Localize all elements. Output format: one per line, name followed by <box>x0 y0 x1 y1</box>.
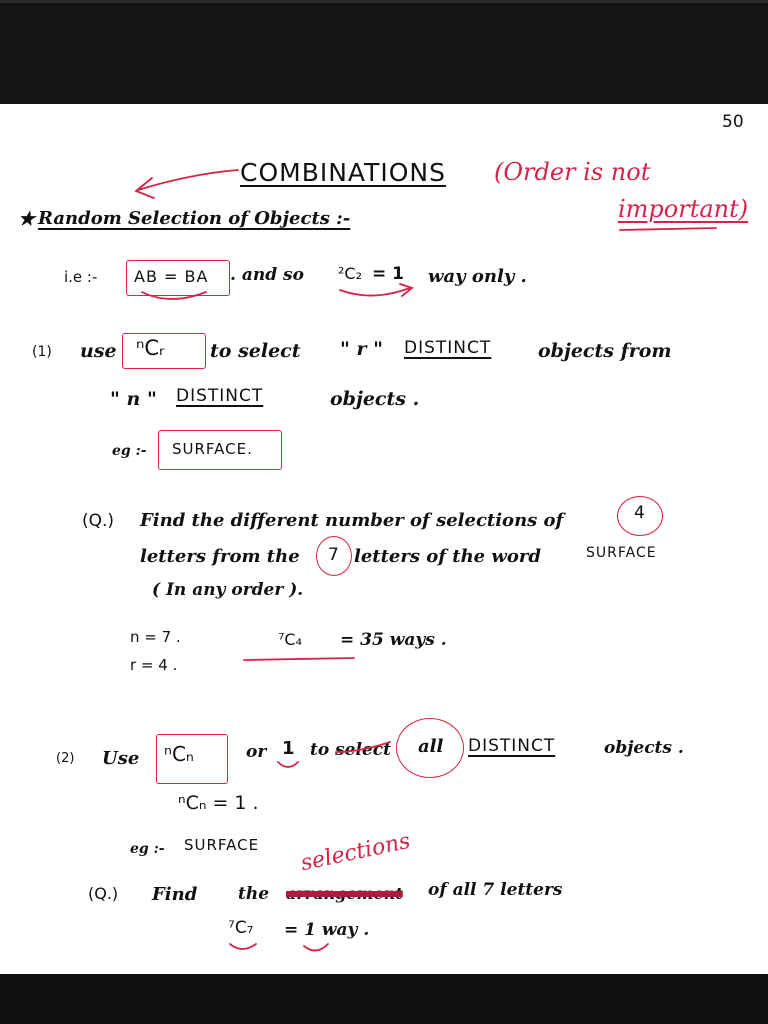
rule2-one: 1 <box>282 738 295 759</box>
q2-the: the <box>238 884 270 904</box>
page-title: COMBINATIONS <box>240 158 446 187</box>
rule1-objects: objects . <box>330 388 420 410</box>
rule1-use: use <box>80 340 117 362</box>
rule2-result: ⁿCₙ = 1 . <box>178 792 259 814</box>
q2-answer-result: = 1 way . <box>284 920 370 940</box>
q2-correction: selections <box>298 828 413 877</box>
q1-line1: Find the different number of selections of <box>140 510 564 531</box>
q1-answer-formula: ⁷C₄ <box>278 630 302 649</box>
q2-find: Find <box>152 884 198 905</box>
rule2-to-select: to select <box>310 740 391 760</box>
rule2-number: (2) <box>56 751 75 766</box>
rule1-number: (1) <box>32 344 52 360</box>
rule1-to-select: to select <box>210 340 301 362</box>
q1-num-4: 4 <box>634 503 645 523</box>
intro-equals: = 1 <box>372 264 404 284</box>
heading-star: ★ <box>18 208 36 230</box>
q2-answer-formula: ⁷C₇ <box>228 918 254 938</box>
rule1-distinct: DISTINCT <box>404 338 492 358</box>
top-bar <box>0 0 768 104</box>
rule1-formula: ⁿCᵣ <box>136 336 165 360</box>
rule1-r: " r " <box>340 338 384 360</box>
rule2-distinct: DISTINCT <box>468 736 556 756</box>
ie-label: i.e :- <box>64 268 98 286</box>
intro-suffix: way only . <box>428 266 527 287</box>
rule1-distinct-2: DISTINCT <box>176 386 264 406</box>
q2-label: (Q.) <box>88 884 119 903</box>
q1-n-value: n = 7 . <box>130 628 181 646</box>
title-note-line1: (Order is not <box>494 158 651 186</box>
intro-formula: ²C₂ <box>338 264 362 283</box>
rule2-or: or <box>246 742 267 762</box>
rule1-objects-from: objects from <box>538 340 672 362</box>
q1-r-value: r = 4 . <box>130 656 178 674</box>
q1-answer-result: = 35 ways . <box>340 630 447 650</box>
top-edge <box>0 0 768 3</box>
rule1-eg-label: eg :- <box>112 443 147 459</box>
rule2-all: all <box>418 736 444 757</box>
q1-word: SURFACE <box>586 545 657 561</box>
q1-line3: ( In any order ). <box>152 580 304 600</box>
rule2-objects: objects . <box>604 738 684 758</box>
q1-label: (Q.) <box>82 511 115 531</box>
home-indicator-panel <box>0 974 768 1010</box>
rule1-eg-word: SURFACE. <box>172 440 253 458</box>
q2-rest: of all 7 letters <box>428 880 563 900</box>
page-number: 50 <box>722 112 744 132</box>
rule1-n: " n " <box>110 388 157 410</box>
rule2-use: Use <box>102 748 140 769</box>
intro-middle: . and so <box>230 265 304 285</box>
example-ab-ba: AB = BA <box>134 267 209 286</box>
q1-line2-a: letters from the <box>140 546 300 567</box>
section-heading: Random Selection of Objects :- <box>38 208 351 229</box>
rule2-eg-label: eg :- <box>130 841 165 857</box>
rule2-eg-word: SURFACE <box>184 836 260 854</box>
q1-line2-b: letters of the word <box>354 546 541 567</box>
rule2-formula: ⁿCₙ <box>164 742 194 766</box>
q1-num-7: 7 <box>328 545 339 565</box>
title-note-line2: important) <box>618 195 749 223</box>
q2-crossed-word: arrangement <box>286 884 403 903</box>
